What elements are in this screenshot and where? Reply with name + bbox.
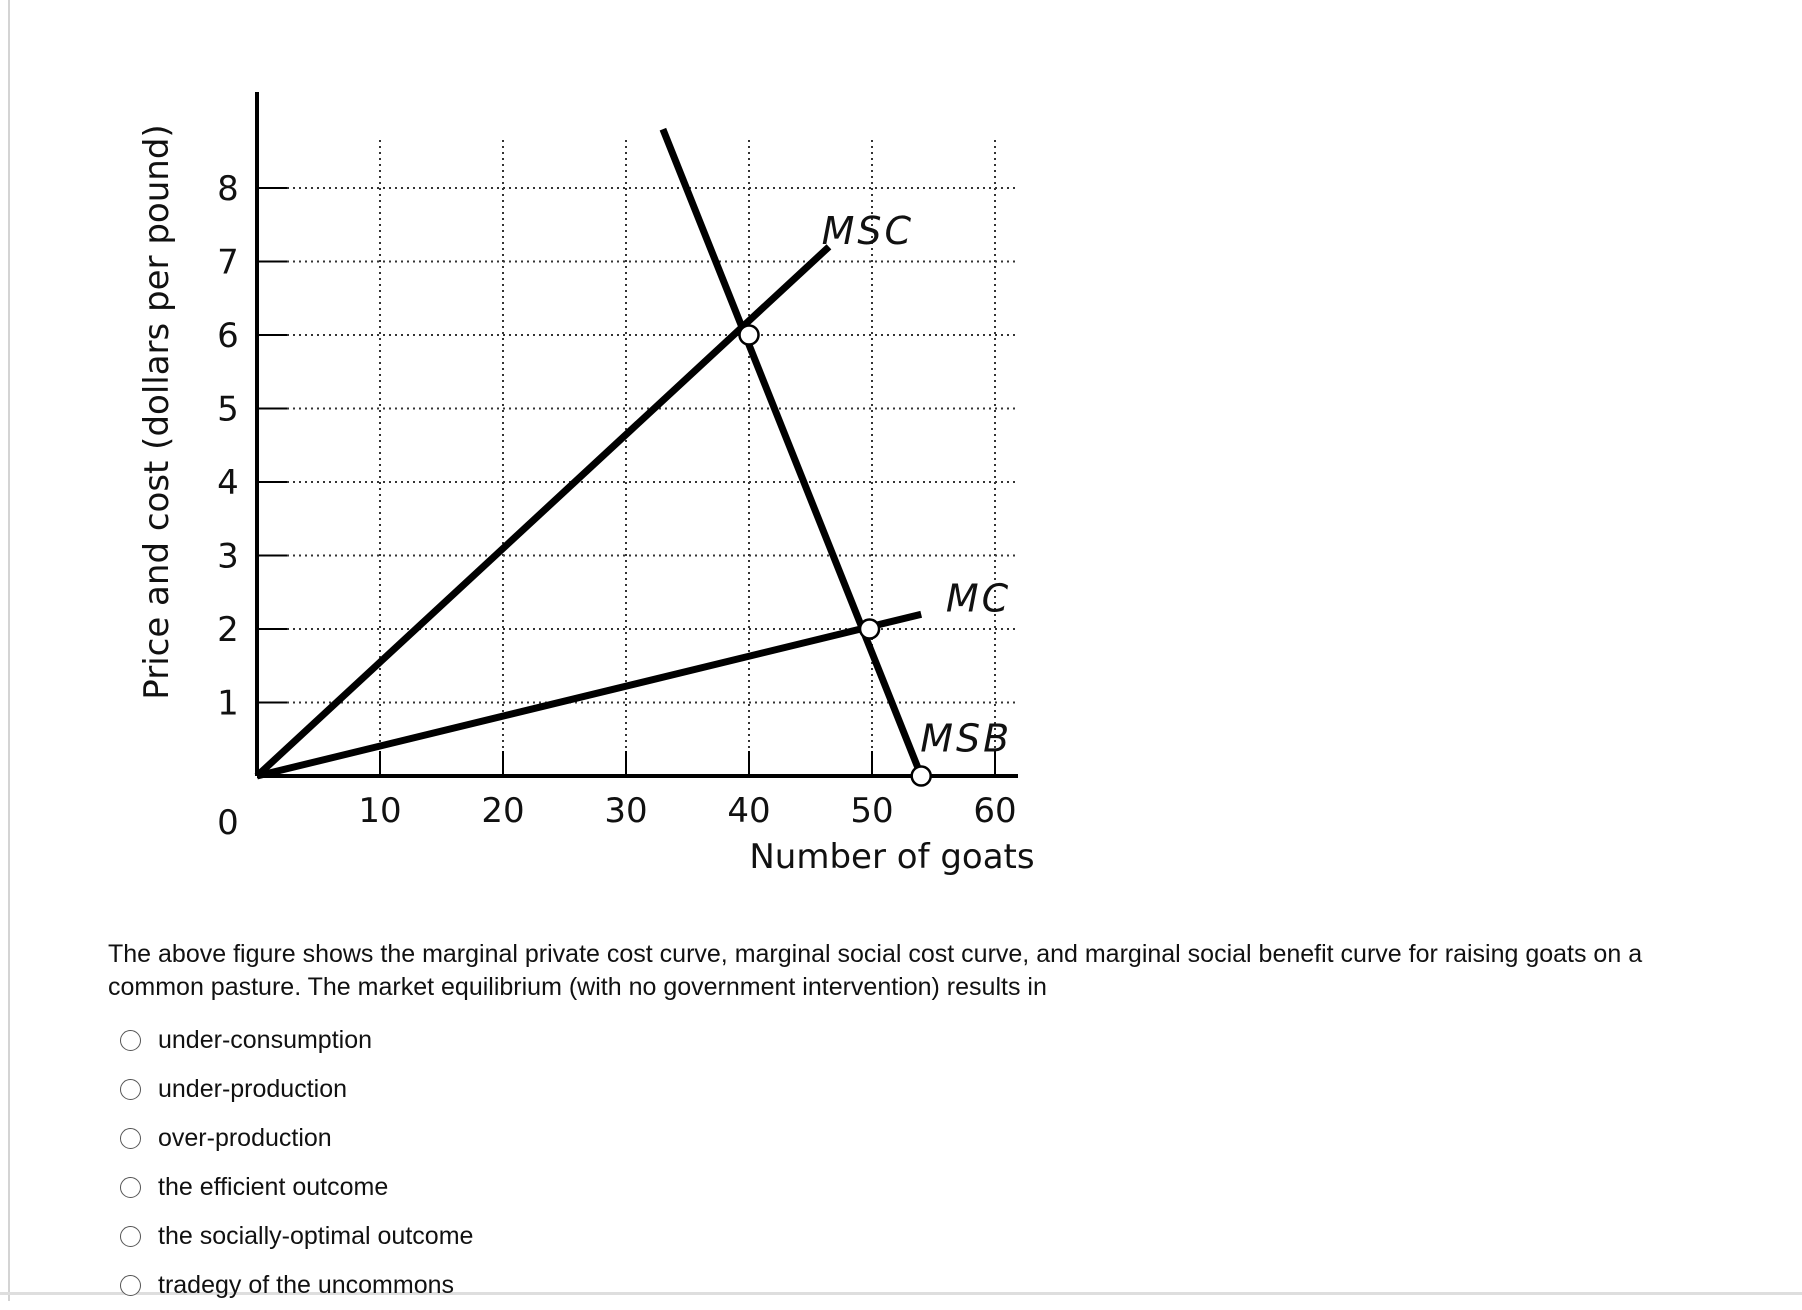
x-tick-label: 40: [727, 791, 771, 831]
y-tick-label: 8: [217, 169, 239, 209]
x-tick-label: 60: [973, 791, 1017, 831]
answer-option-label: tradegy of the uncommons: [158, 1271, 454, 1299]
y-tick-label: 6: [217, 316, 239, 356]
answer-option[interactable]: [120, 1163, 473, 1212]
radio-button[interactable]: [120, 1079, 141, 1100]
y-tick-label: 7: [217, 242, 239, 283]
answer-option[interactable]: [120, 1114, 473, 1163]
question-text: The above figure shows the marginal private cost curve, marginal social cost curve, and marginal social benefit curve for raising goats on a common pasture. The market equilibrium (with no government intervention) results in: [108, 940, 1643, 1001]
y-tick-label: 1: [217, 683, 239, 724]
intersection-point: [912, 767, 931, 786]
answer-option-label: under-consumption: [158, 1026, 373, 1054]
radio-button[interactable]: [120, 1177, 141, 1198]
x-tick-label: 10: [358, 791, 402, 831]
y-tick-label: 5: [217, 389, 239, 430]
radio-button[interactable]: [120, 1128, 141, 1149]
y-axis-title: Price and cost (dollars per pound): [137, 124, 177, 700]
mc-curve: [257, 614, 921, 776]
intersection-point: [740, 326, 759, 345]
answer-option[interactable]: [120, 1212, 473, 1261]
x-axis-title: Number of goats: [749, 837, 1035, 877]
answer-option[interactable]: [120, 1016, 473, 1065]
answer-option[interactable]: [120, 1261, 473, 1310]
mc-label: MC: [945, 576, 1012, 621]
x-tick-label: 50: [850, 791, 894, 831]
y-tick-label: 3: [217, 536, 239, 577]
x-tick-label: 30: [604, 791, 648, 831]
origin-label: 0: [217, 803, 239, 843]
answer-option-label: the socially-optimal outcome: [158, 1222, 474, 1250]
answer-option-label: under-production: [158, 1075, 348, 1103]
intersection-point: [860, 620, 879, 639]
answer-options: [120, 1016, 473, 1310]
msc-label: MSC: [821, 209, 915, 254]
radio-button[interactable]: [120, 1030, 141, 1051]
y-tick-label: 2: [217, 610, 239, 650]
answer-option[interactable]: [120, 1065, 473, 1114]
msb-label: MSB: [920, 716, 1013, 761]
radio-button[interactable]: [120, 1275, 141, 1296]
radio-button[interactable]: [120, 1226, 141, 1247]
y-tick-label: 4: [217, 463, 239, 503]
answer-option-label: over-production: [158, 1124, 332, 1152]
answer-option-label: the efficient outcome: [158, 1173, 389, 1201]
x-tick-label: 20: [481, 791, 525, 831]
